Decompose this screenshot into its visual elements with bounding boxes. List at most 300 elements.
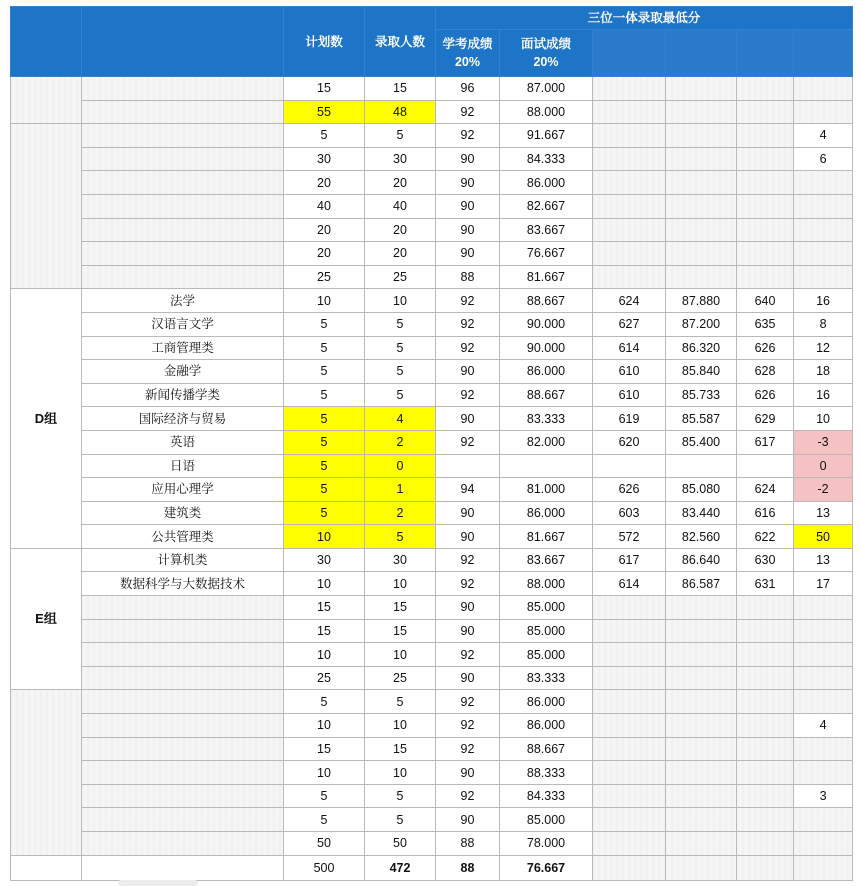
plan-cell: 25 <box>284 666 365 690</box>
blurred-total-cell: 630 <box>737 548 794 572</box>
header-major-blank <box>82 7 284 77</box>
interview-cell: 84.333 <box>500 784 593 808</box>
table-row <box>11 572 853 596</box>
plan-cell: 10 <box>284 289 365 313</box>
group-label: D组 <box>11 289 82 549</box>
difference-cell: 10 <box>794 407 853 431</box>
difference-cell <box>794 619 853 643</box>
group-label <box>11 690 82 855</box>
table-row <box>11 808 853 832</box>
difference-cell <box>794 194 853 218</box>
blurred-interview-cell <box>666 808 737 832</box>
exam-cell: 90 <box>436 501 500 525</box>
exam-cell: 96 <box>436 77 500 101</box>
blurred-total-cell: 626 <box>737 383 794 407</box>
interview-cell: 78.000 <box>500 832 593 856</box>
difference-cell <box>794 737 853 761</box>
major-cell <box>82 784 284 808</box>
exam-cell: 92 <box>436 100 500 124</box>
exam-cell: 92 <box>436 784 500 808</box>
plan-cell: 10 <box>284 572 365 596</box>
plan-cell: 5 <box>284 360 365 384</box>
plan-cell: 5 <box>284 430 365 454</box>
blurred-total-cell: 624 <box>737 478 794 502</box>
header-interview: 面试成绩 20% <box>500 30 593 77</box>
difference-cell: 17 <box>794 572 853 596</box>
blurred-score-cell <box>593 666 666 690</box>
major-cell <box>82 194 284 218</box>
exam-cell: 90 <box>436 242 500 266</box>
blurred-score-cell <box>593 77 666 101</box>
difference-cell: 0 <box>794 454 853 478</box>
major-cell <box>82 77 284 101</box>
table-row <box>11 336 853 360</box>
blurred-total-cell: 617 <box>737 430 794 454</box>
exam-cell: 92 <box>436 312 500 336</box>
blurred-total-cell <box>737 147 794 171</box>
table-row <box>11 714 853 738</box>
blurred-interview-cell <box>666 147 737 171</box>
difference-cell <box>794 77 853 101</box>
table-row <box>11 194 853 218</box>
admit-cell: 25 <box>365 265 436 289</box>
admit-cell: 20 <box>365 218 436 242</box>
header-exam: 学考成绩 20% <box>436 30 500 77</box>
table-row <box>11 690 853 714</box>
difference-cell <box>794 218 853 242</box>
admit-cell: 20 <box>365 171 436 195</box>
blurred-score-cell <box>593 124 666 148</box>
difference-cell: 18 <box>794 360 853 384</box>
admit-cell: 48 <box>365 100 436 124</box>
plan-cell: 5 <box>284 336 365 360</box>
blurred-total-cell: 629 <box>737 407 794 431</box>
plan-cell: 5 <box>284 784 365 808</box>
plan-cell: 5 <box>284 478 365 502</box>
blurred-total-cell: 635 <box>737 312 794 336</box>
admission-table <box>10 6 853 881</box>
interview-cell: 76.667 <box>500 242 593 266</box>
exam-cell: 92 <box>436 289 500 313</box>
major-cell: 英语 <box>82 430 284 454</box>
blurred-score-cell <box>593 808 666 832</box>
interview-cell: 86.000 <box>500 690 593 714</box>
blurred-score-cell <box>593 218 666 242</box>
header-plan: 计划数 <box>284 7 365 77</box>
admit-cell: 15 <box>365 77 436 101</box>
exam-cell: 90 <box>436 147 500 171</box>
table-row <box>11 737 853 761</box>
blurred-score-cell <box>593 619 666 643</box>
exam-cell: 92 <box>436 737 500 761</box>
total-interview: 76.667 <box>500 855 593 880</box>
exam-cell: 90 <box>436 808 500 832</box>
blurred-interview-cell: 85.400 <box>666 430 737 454</box>
blurred-interview-cell: 85.080 <box>666 478 737 502</box>
admit-cell: 25 <box>365 666 436 690</box>
blurred-total-cell: 616 <box>737 501 794 525</box>
interview-cell: 86.000 <box>500 714 593 738</box>
major-cell: 法学 <box>82 289 284 313</box>
table-row <box>11 430 853 454</box>
plan-cell: 15 <box>284 77 365 101</box>
admit-cell: 10 <box>365 714 436 738</box>
major-cell <box>82 761 284 785</box>
blurred-interview-cell <box>666 100 737 124</box>
header-group-title: 三位一体录取最低分 <box>436 7 853 30</box>
table-row <box>11 218 853 242</box>
difference-cell <box>794 242 853 266</box>
plan-cell: 25 <box>284 265 365 289</box>
plan-cell: 10 <box>284 525 365 549</box>
admit-cell: 5 <box>365 312 436 336</box>
blurred-interview-cell: 86.640 <box>666 548 737 572</box>
table-row <box>11 312 853 336</box>
difference-cell: 16 <box>794 289 853 313</box>
difference-cell: 4 <box>794 124 853 148</box>
exam-cell: 92 <box>436 572 500 596</box>
difference-cell <box>794 100 853 124</box>
admit-cell: 5 <box>365 525 436 549</box>
exam-cell: 92 <box>436 430 500 454</box>
blurred-score-cell: 610 <box>593 360 666 384</box>
plan-cell: 20 <box>284 242 365 266</box>
blurred-interview-cell <box>666 832 737 856</box>
admit-cell: 10 <box>365 572 436 596</box>
interview-cell: 85.000 <box>500 808 593 832</box>
plan-cell: 40 <box>284 194 365 218</box>
table-row <box>11 596 853 620</box>
plan-cell: 5 <box>284 690 365 714</box>
exam-cell: 90 <box>436 194 500 218</box>
blurred-score-cell <box>593 171 666 195</box>
plan-cell: 10 <box>284 761 365 785</box>
difference-cell <box>794 666 853 690</box>
table-row <box>11 478 853 502</box>
blurred-footer-text <box>118 880 198 886</box>
difference-cell <box>794 761 853 785</box>
blurred-score-cell: 626 <box>593 478 666 502</box>
table-row <box>11 242 853 266</box>
admit-cell: 5 <box>365 808 436 832</box>
exam-cell: 92 <box>436 548 500 572</box>
total-exam: 88 <box>436 855 500 880</box>
major-cell <box>82 147 284 171</box>
plan-cell: 15 <box>284 737 365 761</box>
blurred-score-cell <box>593 761 666 785</box>
blurred-score-cell <box>593 643 666 667</box>
interview-cell: 81.667 <box>500 265 593 289</box>
admit-cell: 15 <box>365 596 436 620</box>
interview-cell: 91.667 <box>500 124 593 148</box>
blurred-interview-cell: 83.440 <box>666 501 737 525</box>
blurred-score-cell: 617 <box>593 548 666 572</box>
admit-cell: 10 <box>365 289 436 313</box>
total-blurred-2 <box>666 855 737 880</box>
blurred-total-cell: 626 <box>737 336 794 360</box>
interview-cell: 86.000 <box>500 360 593 384</box>
exam-cell: 90 <box>436 525 500 549</box>
difference-cell: 6 <box>794 147 853 171</box>
table-row <box>11 643 853 667</box>
blurred-interview-cell <box>666 77 737 101</box>
exam-cell: 92 <box>436 124 500 148</box>
plan-cell: 5 <box>284 808 365 832</box>
total-blank-group <box>11 855 82 880</box>
difference-cell <box>794 596 853 620</box>
difference-cell <box>794 690 853 714</box>
blurred-total-cell <box>737 737 794 761</box>
table-row <box>11 124 853 148</box>
header-group-blank <box>11 7 82 77</box>
table-body <box>11 77 853 856</box>
interview-cell: 86.000 <box>500 501 593 525</box>
blurred-total-cell <box>737 596 794 620</box>
difference-cell: 3 <box>794 784 853 808</box>
plan-cell: 5 <box>284 407 365 431</box>
blurred-total-cell <box>737 666 794 690</box>
exam-cell: 90 <box>436 619 500 643</box>
major-cell <box>82 832 284 856</box>
blurred-interview-cell <box>666 690 737 714</box>
blurred-interview-cell <box>666 643 737 667</box>
difference-cell <box>794 808 853 832</box>
blurred-score-cell: 614 <box>593 336 666 360</box>
interview-cell: 83.333 <box>500 666 593 690</box>
blurred-interview-cell: 85.733 <box>666 383 737 407</box>
interview-cell: 83.333 <box>500 407 593 431</box>
table-row <box>11 619 853 643</box>
interview-cell <box>500 454 593 478</box>
interview-cell: 90.000 <box>500 312 593 336</box>
major-cell <box>82 690 284 714</box>
exam-cell: 92 <box>436 643 500 667</box>
interview-cell: 85.000 <box>500 619 593 643</box>
admit-cell: 30 <box>365 548 436 572</box>
exam-cell: 90 <box>436 218 500 242</box>
exam-cell: 92 <box>436 336 500 360</box>
admit-cell: 5 <box>365 124 436 148</box>
plan-cell: 10 <box>284 643 365 667</box>
interview-cell: 84.333 <box>500 147 593 171</box>
difference-cell: 13 <box>794 501 853 525</box>
total-blurred-4 <box>794 855 853 880</box>
blurred-score-cell <box>593 147 666 171</box>
exam-cell: 90 <box>436 666 500 690</box>
exam-cell: 90 <box>436 761 500 785</box>
interview-cell: 88.667 <box>500 289 593 313</box>
admit-cell: 5 <box>365 360 436 384</box>
plan-cell: 5 <box>284 312 365 336</box>
blurred-total-cell <box>737 808 794 832</box>
table-row <box>11 501 853 525</box>
plan-cell: 55 <box>284 100 365 124</box>
blurred-score-cell: 610 <box>593 383 666 407</box>
major-cell <box>82 100 284 124</box>
blurred-interview-cell <box>666 666 737 690</box>
difference-cell: 4 <box>794 714 853 738</box>
blurred-score-cell <box>593 242 666 266</box>
plan-cell: 30 <box>284 548 365 572</box>
plan-cell: 30 <box>284 147 365 171</box>
blurred-total-cell <box>737 171 794 195</box>
total-blurred-1 <box>593 855 666 880</box>
plan-cell: 20 <box>284 171 365 195</box>
blurred-score-cell <box>593 100 666 124</box>
interview-cell: 88.667 <box>500 383 593 407</box>
table-row <box>11 832 853 856</box>
difference-cell: 16 <box>794 383 853 407</box>
blurred-total-cell <box>737 218 794 242</box>
major-cell <box>82 737 284 761</box>
total-blank-label <box>82 855 284 880</box>
blurred-total-cell: 622 <box>737 525 794 549</box>
blurred-interview-cell <box>666 194 737 218</box>
blurred-interview-cell: 85.587 <box>666 407 737 431</box>
difference-cell: -2 <box>794 478 853 502</box>
plan-cell: 5 <box>284 501 365 525</box>
interview-cell: 88.667 <box>500 737 593 761</box>
table-row <box>11 784 853 808</box>
major-cell: 工商管理类 <box>82 336 284 360</box>
blurred-interview-cell: 85.840 <box>666 360 737 384</box>
group-label: E组 <box>11 548 82 690</box>
table-row <box>11 289 853 313</box>
blurred-score-cell <box>593 690 666 714</box>
difference-cell <box>794 832 853 856</box>
group-label <box>11 124 82 289</box>
interview-cell: 87.000 <box>500 77 593 101</box>
blurred-interview-cell: 86.320 <box>666 336 737 360</box>
blurred-total-cell <box>737 784 794 808</box>
total-row <box>11 855 853 880</box>
blurred-total-cell: 640 <box>737 289 794 313</box>
blurred-total-cell <box>737 100 794 124</box>
major-cell: 国际经济与贸易 <box>82 407 284 431</box>
admit-cell: 2 <box>365 430 436 454</box>
difference-cell <box>794 171 853 195</box>
major-cell: 新闻传播学类 <box>82 383 284 407</box>
group-label <box>11 77 82 124</box>
major-cell: 金融学 <box>82 360 284 384</box>
blurred-score-cell <box>593 832 666 856</box>
major-cell <box>82 171 284 195</box>
table-row <box>11 77 853 101</box>
blurred-score-cell <box>593 194 666 218</box>
blurred-score-cell: 619 <box>593 407 666 431</box>
blurred-total-cell <box>737 619 794 643</box>
plan-cell: 10 <box>284 714 365 738</box>
blurred-score-cell: 614 <box>593 572 666 596</box>
blurred-score-cell: 627 <box>593 312 666 336</box>
blurred-interview-cell <box>666 218 737 242</box>
interview-cell: 85.000 <box>500 643 593 667</box>
exam-cell: 92 <box>436 383 500 407</box>
table-row <box>11 525 853 549</box>
admit-cell: 5 <box>365 383 436 407</box>
interview-cell: 81.000 <box>500 478 593 502</box>
difference-cell: 12 <box>794 336 853 360</box>
major-cell: 应用心理学 <box>82 478 284 502</box>
blurred-interview-cell: 86.587 <box>666 572 737 596</box>
blurred-interview-cell <box>666 784 737 808</box>
blurred-total-cell <box>737 194 794 218</box>
table-row <box>11 666 853 690</box>
blurred-interview-cell: 87.200 <box>666 312 737 336</box>
blurred-total-cell <box>737 761 794 785</box>
interview-cell: 83.667 <box>500 218 593 242</box>
table-header <box>11 7 853 77</box>
major-cell: 建筑类 <box>82 501 284 525</box>
major-cell <box>82 619 284 643</box>
interview-cell: 86.000 <box>500 171 593 195</box>
blurred-score-cell <box>593 714 666 738</box>
difference-cell <box>794 265 853 289</box>
admit-cell: 15 <box>365 737 436 761</box>
interview-cell: 88.333 <box>500 761 593 785</box>
admit-cell: 30 <box>365 147 436 171</box>
admit-cell: 50 <box>365 832 436 856</box>
blurred-total-cell <box>737 832 794 856</box>
exam-cell: 92 <box>436 690 500 714</box>
exam-cell: 88 <box>436 832 500 856</box>
admit-cell: 40 <box>365 194 436 218</box>
exam-cell: 90 <box>436 360 500 384</box>
blurred-score-cell: 620 <box>593 430 666 454</box>
total-plan: 500 <box>284 855 365 880</box>
blurred-total-cell <box>737 690 794 714</box>
major-cell <box>82 124 284 148</box>
blurred-score-cell: 572 <box>593 525 666 549</box>
difference-cell: 13 <box>794 548 853 572</box>
major-cell: 日语 <box>82 454 284 478</box>
blurred-total-cell <box>737 242 794 266</box>
admit-cell: 20 <box>365 242 436 266</box>
admit-cell: 10 <box>365 643 436 667</box>
header-blurred-3 <box>737 30 794 77</box>
table-row <box>11 265 853 289</box>
blurred-interview-cell <box>666 242 737 266</box>
exam-cell: 90 <box>436 407 500 431</box>
interview-cell: 85.000 <box>500 596 593 620</box>
blurred-score-cell <box>593 737 666 761</box>
exam-cell: 90 <box>436 171 500 195</box>
total-admit: 472 <box>365 855 436 880</box>
major-cell <box>82 666 284 690</box>
major-cell <box>82 265 284 289</box>
admit-cell: 4 <box>365 407 436 431</box>
major-cell <box>82 643 284 667</box>
header-blurred-2 <box>666 30 737 77</box>
difference-cell: 50 <box>794 525 853 549</box>
major-cell <box>82 242 284 266</box>
major-cell <box>82 714 284 738</box>
table-row <box>11 100 853 124</box>
exam-cell <box>436 454 500 478</box>
table-row <box>11 454 853 478</box>
admit-cell: 0 <box>365 454 436 478</box>
blurred-interview-cell <box>666 124 737 148</box>
total-blurred-3 <box>737 855 794 880</box>
blurred-score-cell: 624 <box>593 289 666 313</box>
exam-cell: 94 <box>436 478 500 502</box>
interview-cell: 82.667 <box>500 194 593 218</box>
plan-cell: 5 <box>284 454 365 478</box>
table-row <box>11 548 853 572</box>
table-row <box>11 171 853 195</box>
blurred-total-cell <box>737 454 794 478</box>
blurred-score-cell <box>593 784 666 808</box>
